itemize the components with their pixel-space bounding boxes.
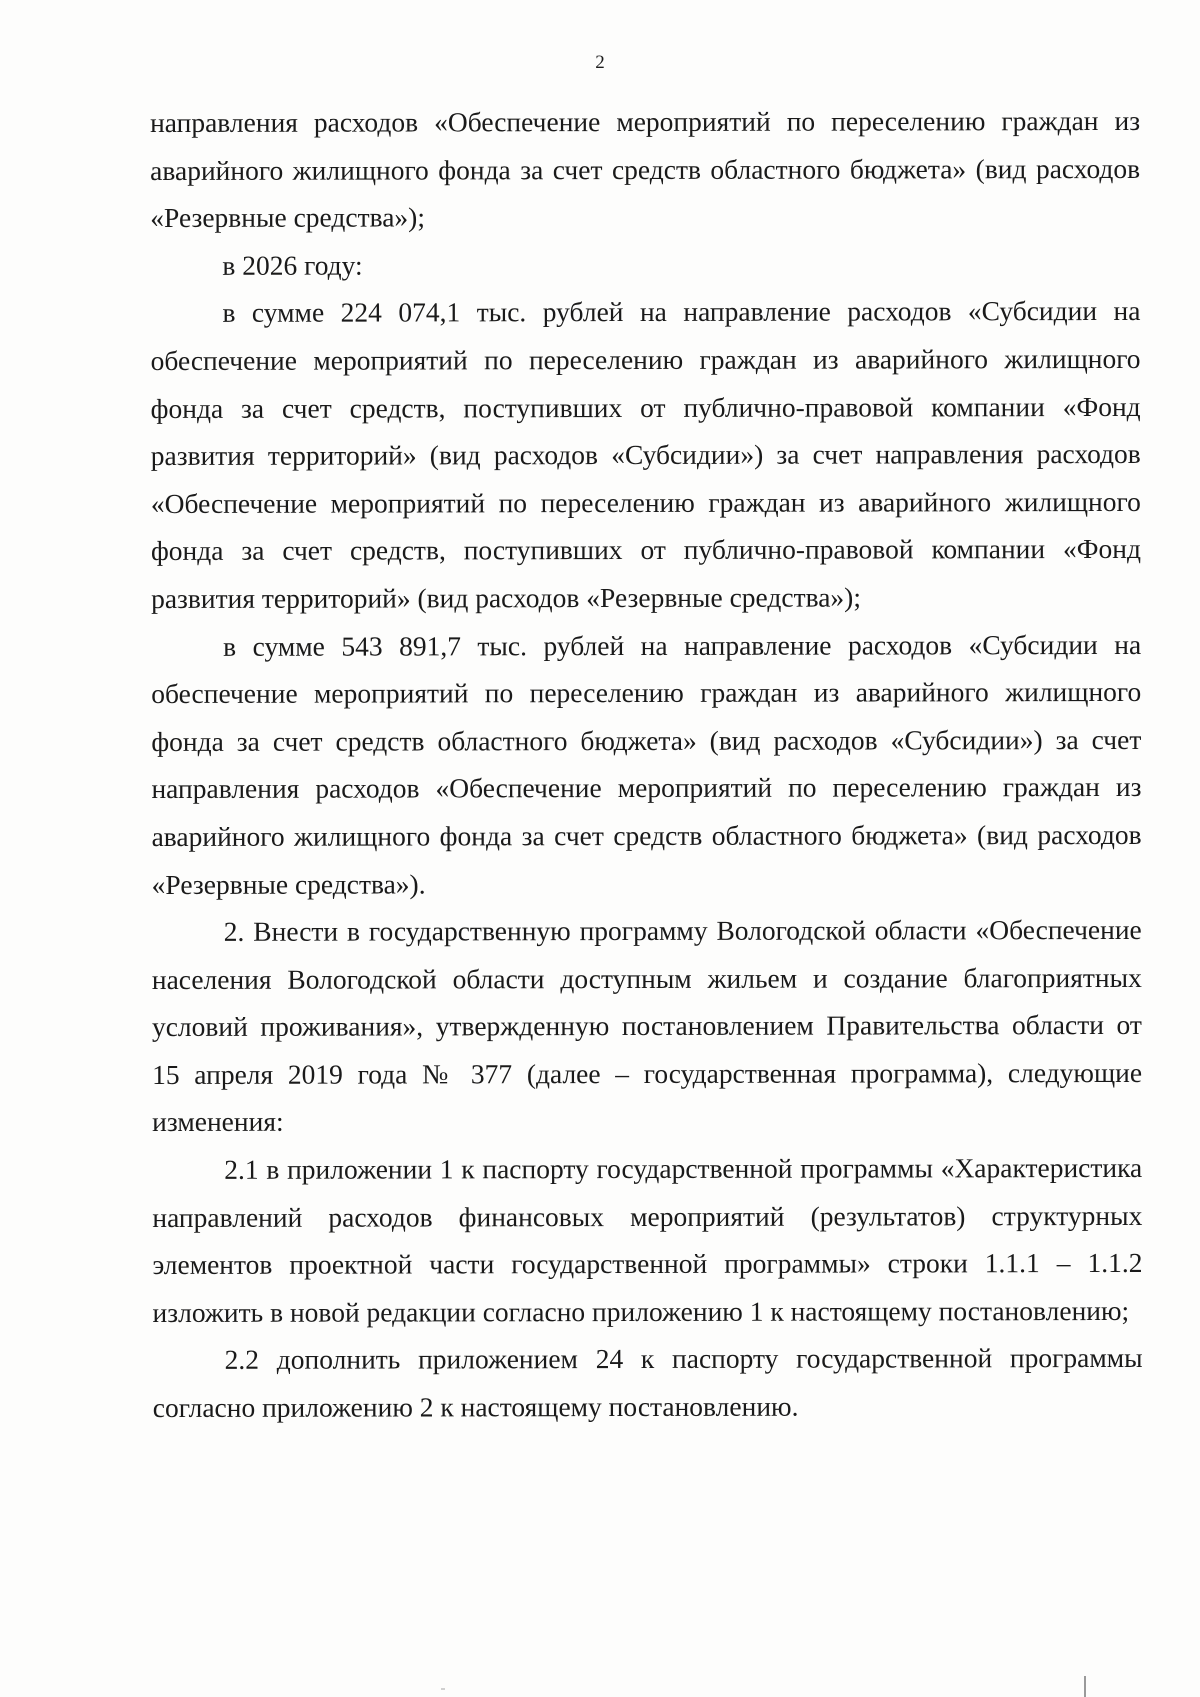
paragraph-item-2-1: 2.1 в приложении 1 к паспорту государственной программы «Характеристика направлений расходов финансовых мероприятий (результатов) структурных элементов проектной части государственной программы» строки 1.1.1 – 1.1.2 изложить в новой редакции согласно приложению 1 к настоящему постановлению;	[152, 1151, 1143, 1328]
scan-artifact-dot	[441, 1688, 445, 1690]
scan-artifact-mark	[1084, 1676, 1086, 1697]
document-body	[150, 97, 1143, 1432]
paragraph-item-2-2: 2.2 дополнить приложением 24 к паспорту государственной программы согласно приложению 2 к настоящему постановлению.	[152, 1342, 1143, 1424]
page-number: 2	[595, 52, 605, 73]
paragraph-year-2026: в 2026 году:	[222, 249, 363, 281]
paragraph-sum-543891: в сумме 543 891,7 тыс. рублей на направление расходов «Субсидии на обеспечение мероприятий по переселению граждан из аварийного жилищного фонда за счет средств областного бюджета» (вид расходов «Субсидии») за счет направления расходов «Обеспечение мероприятий по переселению граждан из аварийного жилищного фонда за счет средств областного бюджета» (вид расходов «Резервные средства»).	[151, 628, 1142, 900]
paragraph-item-2: 2. Внести в государственную программу Вологодской области «Обеспечение населения Вологодской области доступным жильем и создание благоприятных условий проживания», утвержденную постановлением Правительства области от 15 апреля 2019 года № 377 (далее – государственная программа), следующие изменения:	[151, 914, 1143, 1138]
paragraph-continuation: направления расходов «Обеспечение мероприятий по переселению граждан из аварийного жилищного фонда за счет средств областного бюджета» (вид расходов «Резервные средства»);	[150, 104, 1141, 234]
paragraph-sum-224074: в сумме 224 074,1 тыс. рублей на направление расходов «Субсидии на обеспечение мероприятий по переселению граждан из аварийного жилищного фонда за счет средств, поступивших от публично-правовой компании «Фонд развития территорий» (вид расходов «Субсидии») за счет направления расходов «Обеспечение мероприятий по переселению граждан из аварийного жилищного фонда за счет средств, поступивших от публично-правовой компании «Фонд развития территорий» (вид расходов «Резервные средства»);	[150, 295, 1141, 614]
